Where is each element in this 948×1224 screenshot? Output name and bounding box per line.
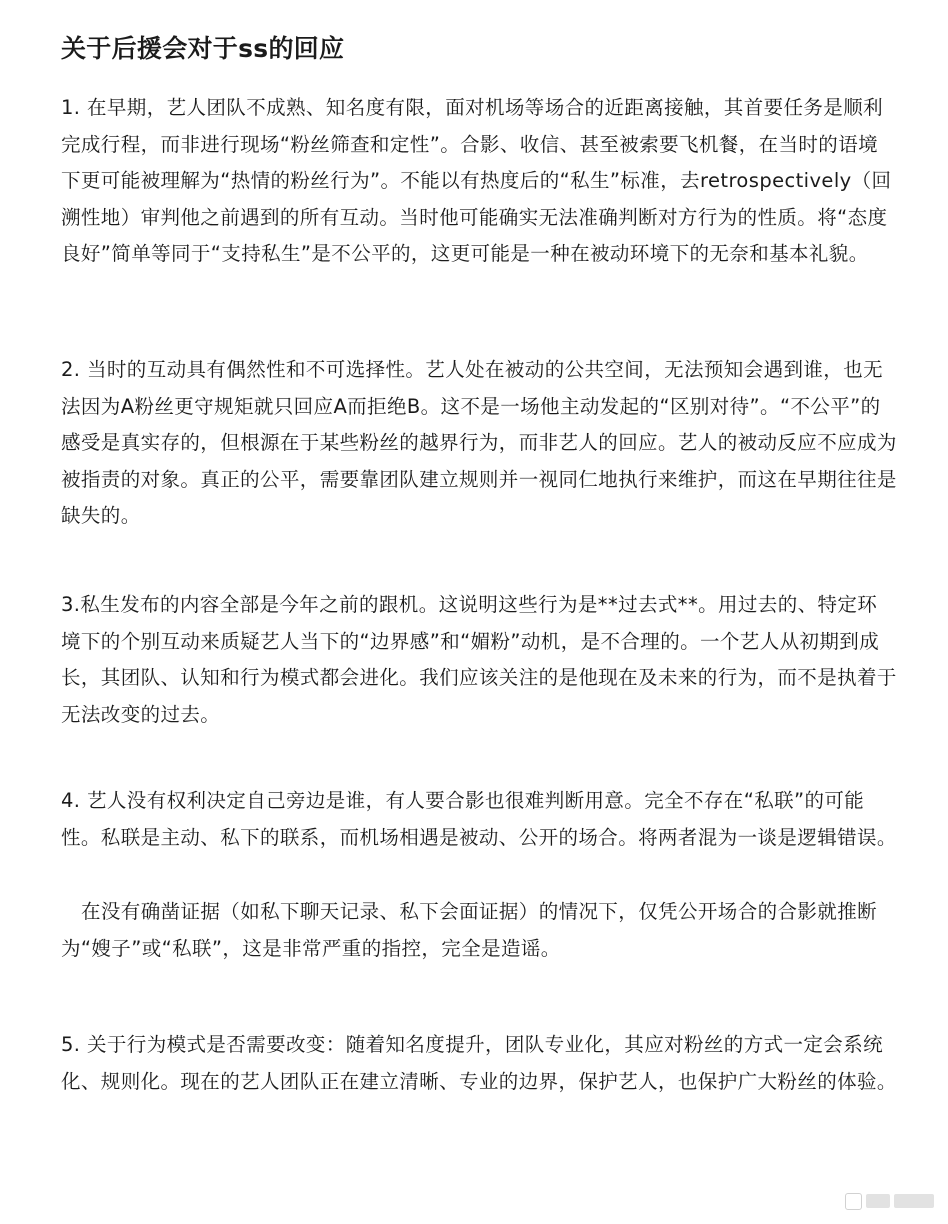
document-title: 关于后援会对于ss的回应	[61, 34, 345, 63]
watermark-logo-icon	[845, 1193, 862, 1210]
paragraph-5: 5. 关于行为模式是否需要改变：随着知名度提升，团队专业化，其应对粉丝的方式一定会系统化、规则化。现在的艺人团队正在建立清晰、专业的边界，保护艺人，也保护广大粉丝的体验。	[61, 1033, 897, 1093]
paragraph-1: 1. 在早期，艺人团队不成熟、知名度有限，面对机场等场合的近距离接触，其首要任务是顺利完成行程，而非进行现场“粉丝筛查和定性”。合影、收信、甚至被索要飞机餐，在当时的语境下更可能被理解为“热情的粉丝行为”。不能以有热度后的“私生”标准，去retrospectively（回溯性地）审判他之前遇到的所有互动。当时他可能确实无法准确判断对方行为的性质。将“态度良好”简单等同于“支持私生”是不公平的，这更可能是一种在被动环境下的无奈和基本礼貌。	[61, 96, 892, 265]
watermark-mark	[894, 1194, 934, 1208]
paragraph-4: 4. 艺人没有权利决定自己旁边是谁，有人要合影也很难判断用意。完全不存在“私联”的可能性。私联是主动、私下的联系，而机场相遇是被动、公开的场合。将两者混为一谈是逻辑错误。	[61, 789, 897, 849]
paragraph-3: 3.私生发布的内容全部是今年之前的跟机。这说明这些行为是**过去式**。用过去的、特定环境下的个别互动来质疑艺人当下的“边界感”和“媚粉”动机，是不合理的。一个艺人从初期到成长，其团队、认知和行为模式都会进化。我们应该关注的是他现在及未来的行为，而不是执着于无法改变的过去。	[61, 593, 897, 726]
paragraph-4-continued: 在没有确凿证据（如私下聊天记录、私下会面证据）的情况下，仅凭公开场合的合影就推断为“嫂子”或“私联”，这是非常严重的指控，完全是造谣。	[61, 900, 878, 960]
watermark-mark	[866, 1194, 890, 1208]
watermark	[845, 1190, 934, 1212]
paragraph-2: 2. 当时的互动具有偶然性和不可选择性。艺人处在被动的公共空间，无法预知会遇到谁，也无法因为A粉丝更守规矩就只回应A而拒绝B。这不是一场他主动发起的“区别对待”。“不公平”的感受是真实存的，但根源在于某些粉丝的越界行为，而非艺人的回应。艺人的被动反应不应成为被指责的对象。真正的公平，需要靠团队建立规则并一视同仁地执行来维护，而这在早期往往是缺失的。	[61, 358, 897, 527]
